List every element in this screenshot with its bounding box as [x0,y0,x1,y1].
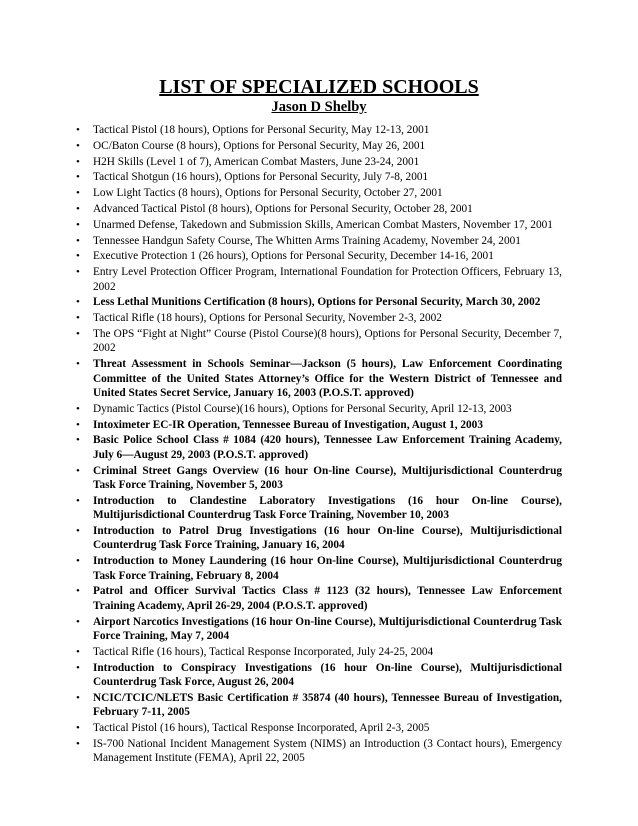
bullet-icon: • [76,737,80,750]
list-item [0,234,638,248]
bullet-icon: • [76,464,80,477]
list-item [0,265,638,294]
bullet-icon: • [76,155,80,168]
bullet-icon: • [76,250,80,263]
list-item [0,170,638,184]
list-item [0,249,638,263]
list-item-text: Threat Assessment in Schools Seminar—Jackson (5 hours), Law Enforcement Coordinating Committee of the United States Attorney’s Office for the Western District of Tennessee and United States Secret Service, January 16, 2003 (P.O.S.T. approved) [93,358,562,399]
list-item-text: NCIC/TCIC/NLETS Basic Certification # 35874 (40 hours), Tennessee Bureau of Investigation, February 7-11, 2005 [93,691,562,719]
list-item-text: Tactical Pistol (18 hours), Options for Personal Security, May 12-13, 2001 [93,124,430,136]
list-item [0,311,638,325]
list-item-text: Low Light Tactics (8 hours), Options for Personal Security, October 27, 2001 [93,187,443,200]
list-item [0,584,638,613]
list-item [0,494,638,523]
list-item [0,123,638,137]
bullet-icon: • [76,171,80,184]
list-item-text: Introduction to Money Laundering (16 hour On-line Course), Multijurisdictional Counterdrug Task Force Training, February 8, 2004 [93,555,562,582]
list-item [0,524,638,553]
list-item-text: Dynamic Tactics (Pistol Course)(16 hours), Options for Personal Security, April 12-13, 2003 [93,402,512,415]
bullet-icon: • [76,555,80,568]
bullet-icon: • [76,615,80,628]
list-item-text: Unarmed Defense, Takedown and Submission Skills, American Combat Masters, November 17, 2001 [93,218,553,231]
list-item-text: Tennessee Handgun Safety Course, The Whitten Arms Training Academy, November 24, 2001 [93,234,521,247]
bullet-icon: • [76,524,80,537]
list-item-text: Basic Police School Class # 1084 (420 hours), Tennessee Law Enforcement Training Academy, July 6—August 29, 2003 (P.O.S.T. approved) [93,434,562,461]
bullet-icon: • [76,234,80,247]
list-item [0,418,638,432]
list-item [0,295,638,309]
list-item [0,661,638,690]
bullet-icon: • [76,202,80,215]
list-item-text: Tactical Pistol (16 hours), Tactical Response Incorporated, April 2-3, 2005 [93,722,430,734]
list-item-text: OC/Baton Course (8 hours), Options for Personal Security, May 26, 2001 [93,139,426,152]
list-item-text: Introduction to Patrol Drug Investigations (16 hour On-line Course), Multijurisdictional Counterdrug Task Force Training, January 16, 2004 [93,524,562,552]
list-item [0,139,638,153]
list-item-text: Less Lethal Munitions Certification (8 hours), Options for Personal Security, March 30, 2002 [93,296,541,309]
bullet-icon: • [76,645,80,658]
list-item [0,615,638,644]
bullet-icon: • [76,266,80,279]
list-item-text: Airport Narcotics Investigations (16 hour On-line Course), Multijurisdictional Counterdrug Task Force Training, May 7, 2004 [93,615,562,642]
list-item [0,155,638,169]
list-item [0,357,638,400]
list-item [0,691,638,720]
list-item-text: IS-700 National Incident Management System (NIMS) an Introduction (3 Contact hours), Emergency Management Institute (FEMA), April 22, 2005 [93,737,562,765]
school-list [0,123,638,767]
list-item [0,464,638,493]
list-item-text: Advanced Tactical Pistol (8 hours), Options for Personal Security, October 28, 2001 [93,202,473,215]
list-item-text: Tactical Shotgun (16 hours), Options for Personal Security, July 7-8, 2001 [93,171,429,184]
list-item [0,218,638,232]
bullet-icon: • [76,691,80,704]
bullet-icon: • [76,661,80,674]
bullet-icon: • [76,218,80,231]
bullet-icon: • [76,124,80,136]
list-item-text: The OPS “Fight at Night” Course (Pistol Course)(8 hours), Options for Personal Security, December 7, 2002 [93,327,562,355]
list-item-text: Criminal Street Gangs Overview (16 hour On-line Course), Multijurisdictional Counterdrug Task Force Training, November 5, 2003 [93,464,562,491]
bullet-icon: • [76,722,80,734]
list-item-text: Tactical Rifle (18 hours), Options for Personal Security, November 2-3, 2002 [93,312,442,325]
list-item [0,186,638,200]
list-item-text: Patrol and Officer Survival Tactics Class # 1123 (32 hours), Tennessee Law Enforcement Training Academy, April 26-29, 2004 (P.O.S.T. approved) [93,585,562,612]
list-item-text: Introduction to Conspiracy Investigations (16 hour On-line Course), Multijurisdictional Counterdrug Task Force, August 26, 2004 [93,661,562,688]
list-item-text: Tactical Rifle (16 hours), Tactical Response Incorporated, July 24-25, 2004 [93,645,434,658]
list-item [0,721,638,735]
list-item-text: Introduction to Clandestine Laboratory Investigations (16 hour On-line Course), Multijurisdictional Counterdrug Task Force Training, November 10, 2003 [93,494,562,522]
document-subtitle: Jason D Shelby [271,99,367,115]
bullet-icon: • [76,358,80,371]
bullet-icon: • [76,296,80,309]
bullet-icon: • [76,494,80,507]
bullet-icon: • [76,139,80,152]
list-item-text: Intoximeter EC-IR Operation, Tennessee Bureau of Investigation, August 1, 2003 [93,418,483,431]
list-item [0,737,638,766]
bullet-icon: • [76,434,80,447]
list-item [0,202,638,216]
document-title: LIST OF SPECIALIZED SCHOOLS [159,76,479,98]
bullet-icon: • [76,402,80,415]
list-item [0,402,638,416]
bullet-icon: • [76,327,80,340]
list-item-text: Executive Protection 1 (26 hours), Options for Personal Security, December 14-16, 2001 [93,250,494,263]
bullet-icon: • [76,418,80,431]
list-item [0,327,638,356]
list-item-text: Entry Level Protection Officer Program, International Foundation for Protection Officers, February 13, 2002 [93,266,562,293]
bullet-icon: • [76,187,80,200]
bullet-icon: • [76,312,80,325]
list-item [0,645,638,659]
bullet-icon: • [76,585,80,598]
list-item [0,433,638,462]
list-item-text: H2H Skills (Level 1 of 7), American Combat Masters, June 23-24, 2001 [93,155,420,168]
list-item [0,554,638,583]
